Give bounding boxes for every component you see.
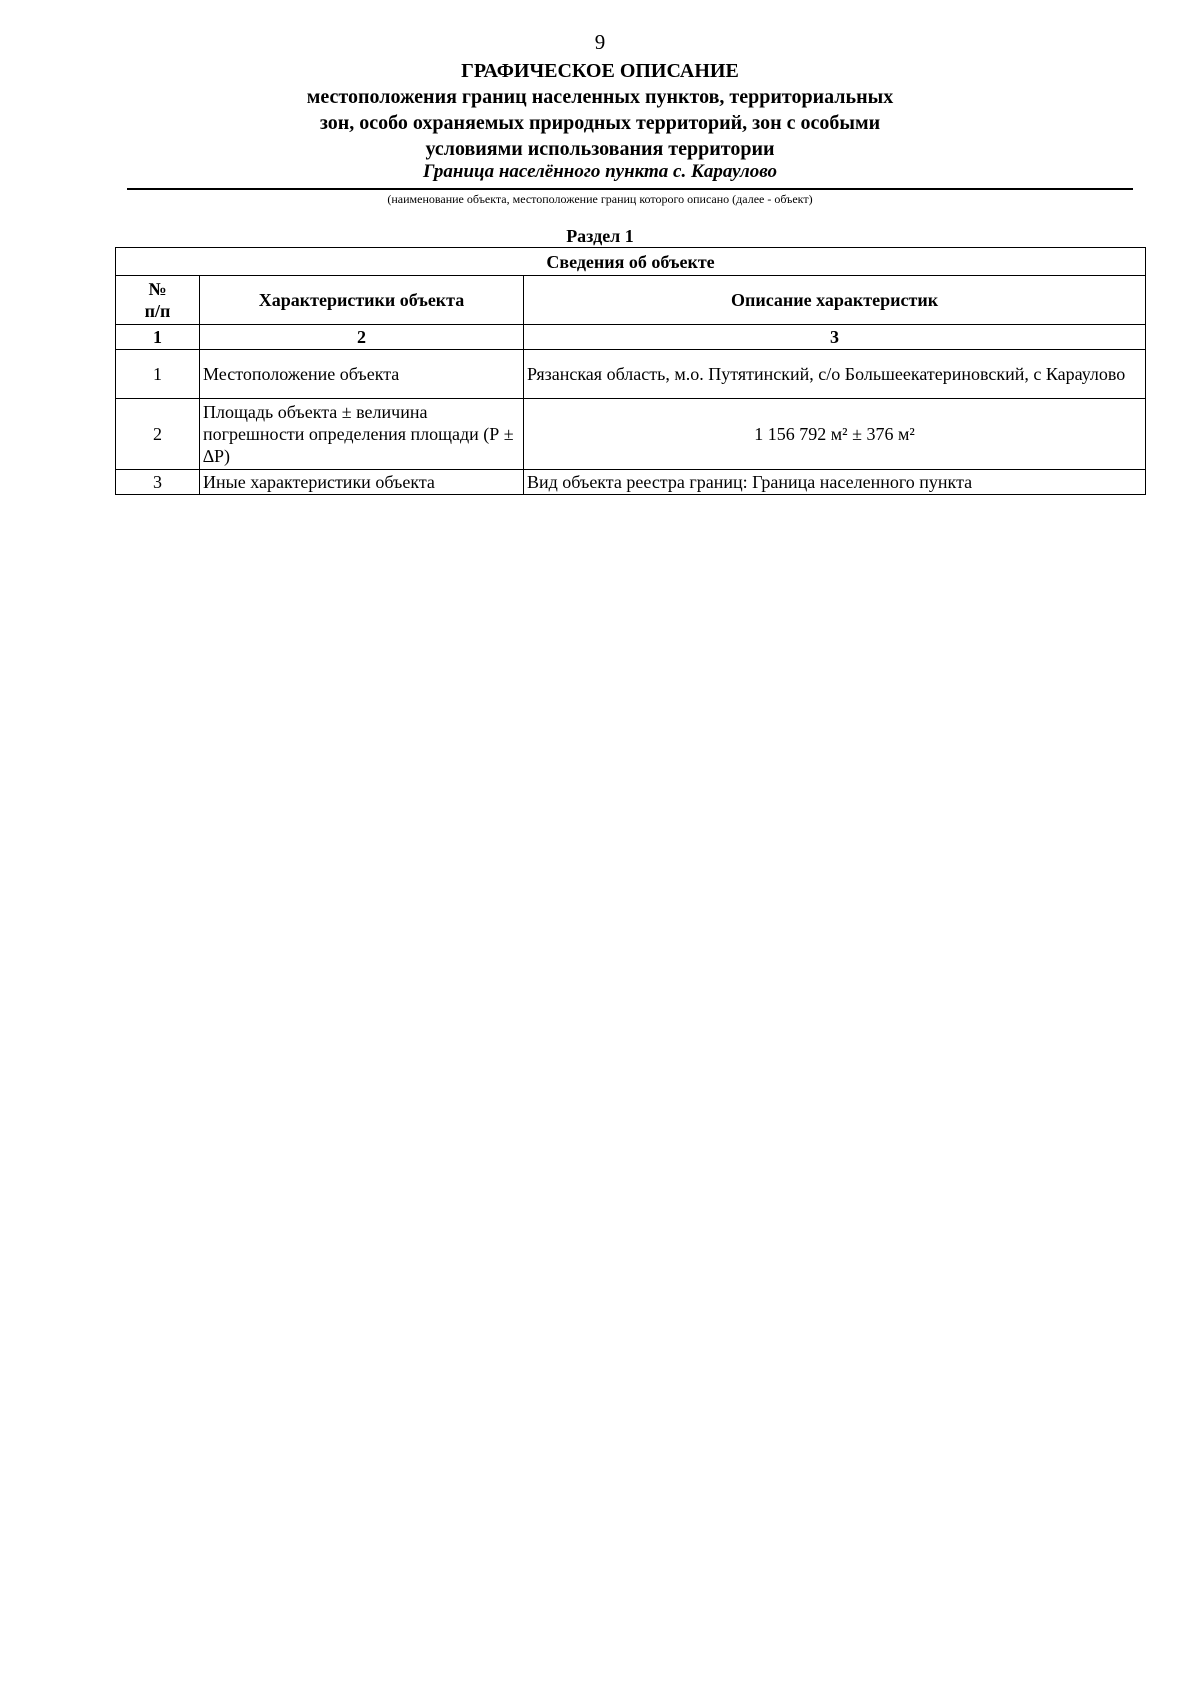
object-name: Граница населённого пункта с. Караулово xyxy=(422,161,778,182)
header-characteristics: Характеристики объекта xyxy=(200,276,524,325)
object-caption: (наименование объекта, местоположение границ которого описано (далее - объект) xyxy=(387,192,813,206)
row-num: 2 xyxy=(116,399,200,470)
table-caption-row xyxy=(116,248,1146,276)
table-header-row xyxy=(116,276,1146,325)
row-description: Вид объекта реестра границ: Граница населенного пункта xyxy=(524,470,1146,495)
table-caption: Сведения об объекте xyxy=(116,248,1146,276)
header-description: Описание характеристик xyxy=(524,276,1146,325)
header-num-line-2: п/п xyxy=(144,301,171,321)
table-row xyxy=(116,350,1146,399)
column-number-2: 2 xyxy=(200,325,524,350)
title-line-1: ГРАФИЧЕСКОЕ ОПИСАНИЕ xyxy=(461,60,739,82)
header-num xyxy=(116,276,200,325)
row-description: 1 156 792 м² ± 376 м² xyxy=(524,399,1146,470)
table-row xyxy=(116,399,1146,470)
row-num: 1 xyxy=(116,350,200,399)
row-characteristic: Площадь объекта ± величина погрешности определения площади (Р ± ∆Р) xyxy=(200,399,524,470)
title-line-3: зон, особо охраняемых природных территорий, зон с особыми xyxy=(319,112,881,134)
object-info-table xyxy=(115,247,1146,495)
row-characteristic: Иные характеристики объекта xyxy=(200,470,524,495)
column-number-1: 1 xyxy=(116,325,200,350)
section-title: Раздел 1 xyxy=(566,226,634,246)
row-num: 3 xyxy=(116,470,200,495)
row-characteristic: Местоположение объекта xyxy=(200,350,524,399)
title-line-2: местоположения границ населенных пунктов, территориальных xyxy=(306,86,894,108)
page-number: 9 xyxy=(594,30,606,54)
row-description: Рязанская область, м.о. Путятинский, с/о Большеекатериновский, с Караулово xyxy=(524,350,1146,399)
column-number-3: 3 xyxy=(524,325,1146,350)
table-row xyxy=(116,470,1146,495)
title-line-4: условиями использования территории xyxy=(425,138,775,160)
document-title xyxy=(200,58,1000,162)
column-numbers-row xyxy=(116,325,1146,350)
header-num-line-1: № xyxy=(148,279,167,299)
object-name-underline xyxy=(127,188,1133,190)
